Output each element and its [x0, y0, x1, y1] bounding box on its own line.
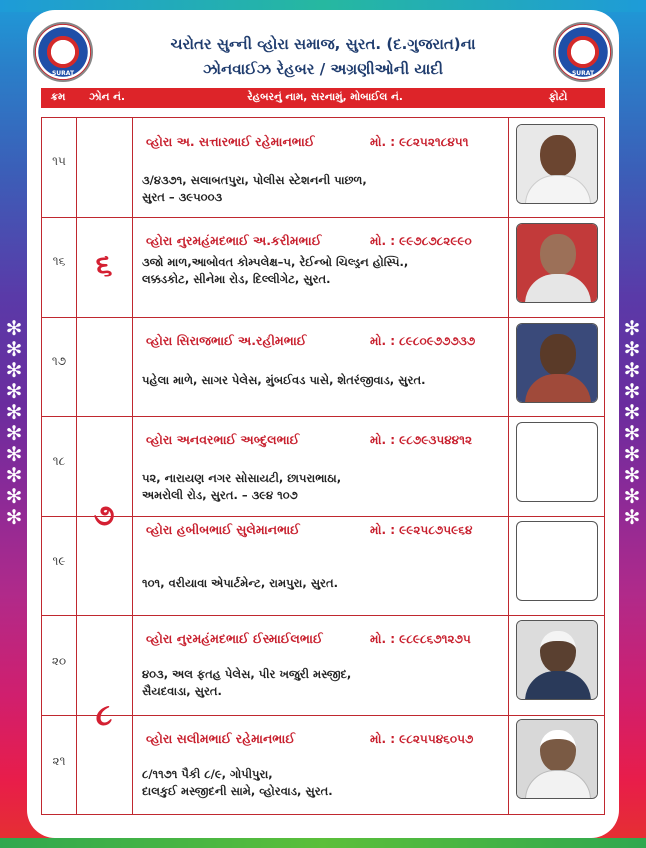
row-number: ૨૧	[52, 754, 66, 768]
leader-photo	[516, 620, 598, 700]
samaj-logo-left: SURAT	[33, 22, 93, 82]
leader-address-line2: અમરોલી રોડ, સુરત. – ૩૯૪ ૧૦૭	[142, 488, 298, 502]
leader-address-line1: ૩/૪૩૭૧, સલાબતપુરા, પોલીસ સ્ટેશનની પાછળ,	[142, 173, 367, 187]
leader-address-line1: ૪૦૩, અલ ફતહ પેલેસ, પીર ખજુરી મસ્જીદ,	[142, 667, 352, 681]
leader-name: વ્હોરા સિરાજભાઈ અ.રહીમભાઈ	[146, 333, 307, 348]
leader-name: વ્હોરા અ. સત્તારભાઈ રહેમાનભાઈ	[146, 134, 315, 149]
column-header-photo: ફોટો	[548, 91, 568, 103]
samaj-logo-right: SURAT	[553, 22, 613, 82]
leader-address-line2: સૈયદવાડા, સુરત.	[142, 684, 222, 698]
leader-name: વ્હોરા સલીમભાઈ રહેમાનભાઈ	[146, 731, 295, 746]
row-divider	[42, 317, 604, 318]
leader-mobile: મો. : ૮૯૮૦૯૭૭૭૩૭	[370, 334, 476, 348]
leader-name: વ્હોરા અનવરભાઈ અબ્દુલભાઈ	[146, 432, 300, 447]
row-number: ૨૦	[51, 654, 67, 668]
leader-address-line1: ૩જો માળ,આબોવત કોમ્પલેક્ષ–૫, રેઈન્બો ચિલ્ડ્રન હોસ્પિ.,	[142, 255, 409, 269]
column-header-name: રેહબરનું નામ, સરનામું, મોબાઈલ નં.	[247, 91, 403, 103]
leader-mobile: મો. : ૯૮૭૯૩૫૪૪૧૨	[370, 433, 473, 447]
zone-number: ૮	[95, 698, 113, 733]
leader-mobile: મો. : ૯૯૨૫૮૭૫૯૬૪	[370, 523, 473, 537]
leader-name: વ્હોરા હબીબભાઈ સુલેમાનભાઈ	[146, 522, 300, 537]
column-divider	[132, 118, 133, 814]
row-number: ૧૯	[52, 554, 66, 568]
leader-photo	[516, 323, 598, 403]
leader-address-line1: પહેલા માળે, સાગર પેલેસ, મુંબઈવડ પાસે, શેતરંજીવાડ, સુરત.	[142, 373, 426, 387]
leader-photo	[516, 719, 598, 799]
row-divider	[42, 217, 604, 218]
row-number: ૧૮	[52, 454, 66, 468]
column-header-zone: ઝોન નં.	[89, 91, 125, 103]
leader-mobile: મો. : ૯૮૯૮૬૭૧૨૭૫	[370, 632, 471, 646]
star-decoration-right: ✻ ✻ ✻ ✻ ✻ ✻ ✻ ✻ ✻ ✻	[623, 316, 641, 529]
leader-mobile: મો. : ૯૮૨૫૨૧૮૪૫૧	[370, 135, 469, 149]
leader-name: વ્હોરા નુરમહંમદભાઈ ઈસ્માઈલભાઈ	[146, 631, 323, 646]
leader-address-line2: સુરત – ૩૯૫૦૦૩	[142, 190, 223, 204]
leaders-table	[41, 117, 605, 815]
column-header-krum: ક્રમ	[50, 91, 66, 103]
row-number: ૧૫	[52, 154, 66, 168]
leader-address-line1: ૫૨, નારાયણ નગર સોસાયટી, છાપરાભાઠા,	[142, 471, 342, 485]
leader-mobile: મો. : ૯૯૭૮૭૮૨૯૯૦	[370, 234, 472, 248]
leader-photo	[516, 124, 598, 204]
leader-photo	[516, 223, 598, 303]
row-number: ૧૭	[51, 354, 67, 368]
zone-number: ૭	[93, 498, 115, 533]
star-decoration-left: ✻ ✻ ✻ ✻ ✻ ✻ ✻ ✻ ✻ ✻	[5, 316, 23, 529]
leader-address-line2: દાલકુઈ મસ્જીદની સામે, વ્હોરવાડ, સુરત.	[142, 784, 333, 798]
leader-name: વ્હોરા નુરમહંમદભાઈ અ.કરીમભાઈ	[146, 233, 322, 248]
leader-mobile: મો. : ૯૮૨૫૫૪૬૦૫૭	[370, 732, 474, 746]
page-title: ચરોતર સુન્ની વ્હોરા સમાજ, સુરત. (દ.ગુજરાત)ના	[170, 35, 476, 53]
row-divider	[42, 615, 604, 616]
leader-address-line2: લક્કડકોટ, સીનેમા રોડ, દિલ્લીગેટ, સુરત.	[142, 272, 331, 286]
leader-photo-placeholder	[516, 521, 598, 601]
row-divider	[42, 416, 604, 417]
bottom-band	[0, 838, 646, 848]
zone-number: ૬	[95, 248, 113, 283]
leader-address-line1: ૮/૧૧૭૧ પૈકી ૮/૯, ગોપીપુરા,	[142, 767, 273, 781]
table-header	[41, 88, 605, 108]
column-divider	[508, 118, 509, 814]
leader-photo-placeholder	[516, 422, 598, 502]
page-subtitle: ઝોનવાઈઝ રેહબર / અગ્રણીઓની યાદી	[202, 60, 444, 78]
leader-address-line1: ૧૦૧, વરીયાવા એપાર્ટમેન્ટ, રામપુરા, સુરત.	[142, 576, 338, 590]
row-number: ૧૬	[52, 254, 66, 268]
